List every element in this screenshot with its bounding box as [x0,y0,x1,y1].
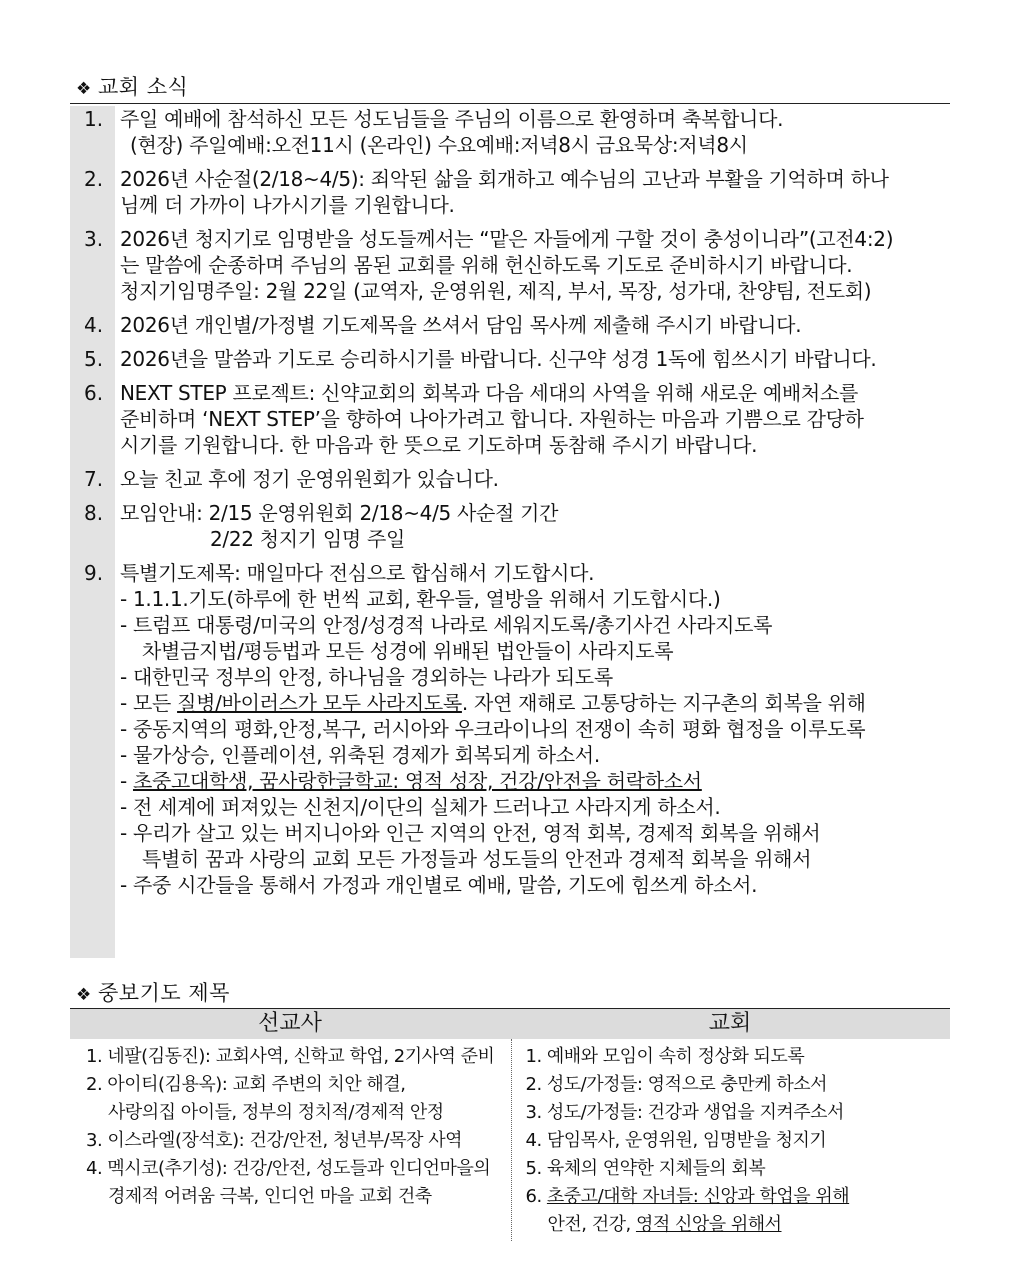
news-item-5: 5. 2026년을 말씀과 기도로 승리하시기를 바랍니다. 신구약 성경 1독에 힘쓰시기 바랍니다. [84,347,877,371]
news-item-8: 8. 모임안내: 2/15 운영위원회 2/18~4/5 사순절 기간 2/22 청지기 임명 주일 [84,501,559,551]
news-item-1: 1. 주일 예배에 참석하신 모든 성도님들을 주님의 이름으로 환영하며 축복합니다. (현장) 주일예배:오전11시 (온라인) 수요예배:저녁8시 금요묵상:저녁8시 [84,107,784,157]
news-list [70,106,950,898]
missionary-column: 1. 네팔(김동진): 교회사역, 신학교 학업, 2기사역 준비 2. 아이티(김용옥): 교회 주변의 치안 해결, 사랑의집 아이들, 정부의 정치적/경제적 안정 3. 이스라엘(장석호): 건강/안전, 청년부/목장 사역 4. 멕시코(추기성): 건강/안전, 성도들과 인디언마을의 경제적 어려움 극복, 인디언 마을 교회 건축 [70,1039,512,1241]
news-item-9: 9. 특별기도제목: 매일마다 전심으로 합심해서 기도합시다. - 1.1.1.기도(하루에 한 번씩 교회, 환우들, 열방을 위해서 기도합시다.) - 트럼프 대통령/미국의 안정/성경적 나라로 세워지도록/총기사건 사라지도록 차별금지법/평등법과 모든 성경에 위배된 법안들이 사라지도록 - 대한민국 정부의 안정, 하나님을 경외하는 나라가 되도록 - 모든 질병/바이러스가 모두 사라지도록. 자연 재해로 고통당하는 지구촌의 회복을 위해 - 중동지역의 평화,안정,복구, 러시아와 우크라이나의 전쟁이 속히 평화 협정을 이루도록 - 물가상승, 인플레이션, 위축된 경제가 회복되게 하소서. - 초중고대학생, 꿈사랑한글학교: 영적 성장, 건강/안전을 허락하소서 - 전 세계에 퍼져있는 신천지/이단의 실체가 드러나고 사라지게 하소서. - 우리가 살고 있는 버지니아와 인근 지역의 안전, 영적 회복, 경제적 회복을 위해서 특별히 꿈과 사랑의 교회 모든 가정들과 성도들의 안전과 경제적 회복을 위해서 - 주중 시간들을 통해서 가정과 개인별로 예배, 말씀, 기도에 힘쓰게 하소서. [70,560,950,898]
news-item-3: 3. 2026년 청지기로 임명받을 성도들께서는 “맡은 자들에게 구할 것이 충성이니라”(고전4:2) 는 말씀에 순종하며 주님의 몸된 교회를 위해 헌신하도록 기도로 준비하시기 바랍니다. 청지기임명주일: 2월 22일 (교역자, 운영위원, 제직, 부서, 목장, 성가대, 찬양팀, 전도회) [84,227,894,303]
church-item-6: 6. 초중고/대학 자녀들: 신앙과 학업을 위해 [525,1186,850,1207]
diamond-bullet-icon: ❖ [76,79,92,99]
church-header: 교회 [708,1011,752,1036]
missionary-header: 선교사 [258,1011,322,1036]
intercession-section-title: ❖ 중보기도 제목 [76,980,230,1008]
prayer-point-students: - 초중고대학생, 꿈사랑한글학교: 영적 성장, 건강/안전을 허락하소서 [120,769,702,793]
news-item-4: 4. 2026년 개인별/가정별 기도제목을 쓰셔서 담임 목사께 제출해 주시기 바랍니다. [84,313,802,337]
diamond-bullet-icon: ❖ [76,985,92,1005]
news-section-title: ❖ 교회 소식 [76,74,188,102]
news-item-7: 7. 오늘 친교 후에 정기 운영위원회가 있습니다. [84,467,499,491]
church-column: 1. 예배와 모임이 속히 정상화 되도록 2. 성도/가정들: 영적으로 충만케 하소서 3. 성도/가정들: 건강과 생업을 지켜주소서 4. 담임목사, 운영위원, 임명받을 청지기 5. 육체의 연약한 지체들의 회복 6. 초중고/대학 자녀들: 신앙과 학업을 위해 안전, 건강, 영적 신앙을 위해서 [512,1039,951,1241]
news-title-rule [70,103,950,104]
news-item-6: 6. NEXT STEP 프로젝트: 신약교회의 회복과 다음 세대의 사역을 위해 새로운 예배처소를 준비하며 ‘NEXT STEP’을 향하여 나아가려고 합니다. 자원하는 마음과 기쁨으로 감당하 시기를 기원합니다. 한 마음과 한 뜻으로 기도하며 동참해 주시기 바랍니다. [84,381,864,457]
prayer-point-illness: - 모든 질병/바이러스가 모두 사라지도록. 자연 재해로 고통당하는 지구촌의 회복을 위해 [120,691,866,715]
intercession-table [70,1008,950,1241]
intercession-header-row [70,1008,950,1039]
news-item-2: 2. 2026년 사순절(2/18~4/5): 죄악된 삶을 회개하고 예수님의 고난과 부활을 기억하며 하나 님께 더 가까이 나가시기를 기원합니다. [84,167,889,217]
